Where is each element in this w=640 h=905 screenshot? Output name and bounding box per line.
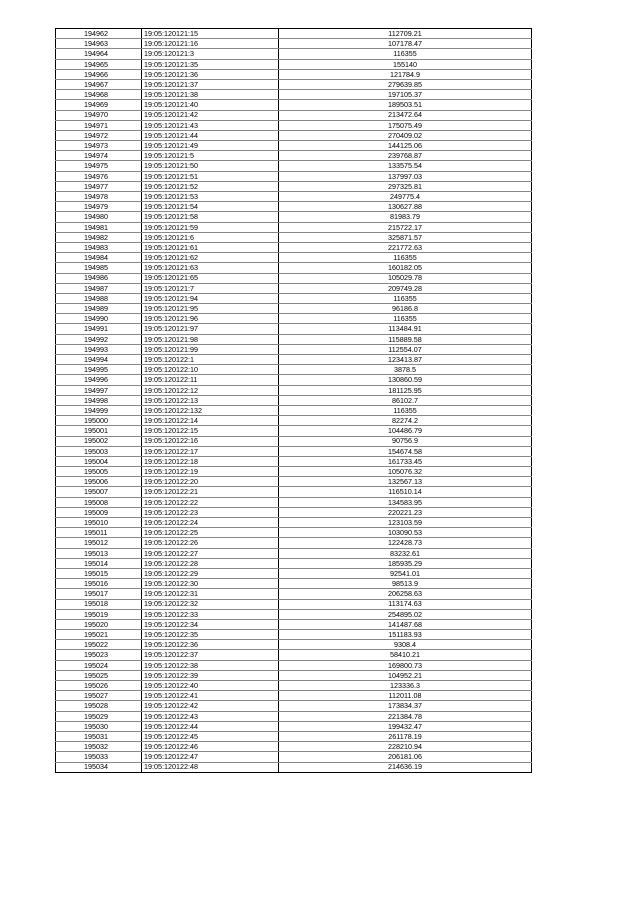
timestamp-cell: 19:05:120121:36	[142, 69, 279, 79]
row-id-cell: 195006	[56, 477, 142, 487]
table-row	[56, 731, 532, 741]
value-cell: 113484.91	[279, 324, 532, 334]
table-row	[56, 701, 532, 711]
table-row	[56, 599, 532, 609]
row-id-cell: 194997	[56, 385, 142, 395]
value-cell: 116355	[279, 49, 532, 59]
timestamp-cell: 19:05:120121:62	[142, 253, 279, 263]
row-id-cell: 195008	[56, 497, 142, 507]
value-cell: 155140	[279, 59, 532, 69]
table-row	[56, 314, 532, 324]
timestamp-cell: 19:05:120121:96	[142, 314, 279, 324]
table-row	[56, 395, 532, 405]
value-cell: 297325.81	[279, 181, 532, 191]
timestamp-cell: 19:05:120121:6	[142, 232, 279, 242]
timestamp-cell: 19:05:120122:45	[142, 731, 279, 741]
value-cell: 133575.54	[279, 161, 532, 171]
timestamp-cell: 19:05:120121:51	[142, 171, 279, 181]
value-cell: 112554.07	[279, 344, 532, 354]
table-row	[56, 90, 532, 100]
table-row	[56, 640, 532, 650]
table-row	[56, 334, 532, 344]
row-id-cell: 194987	[56, 283, 142, 293]
timestamp-cell: 19:05:120121:99	[142, 344, 279, 354]
row-id-cell: 195007	[56, 487, 142, 497]
timestamp-cell: 19:05:120121:38	[142, 90, 279, 100]
table-row	[56, 273, 532, 283]
table-row	[56, 79, 532, 89]
table-row	[56, 375, 532, 385]
table-row	[56, 69, 532, 79]
table-row	[56, 110, 532, 120]
value-cell: 130860.59	[279, 375, 532, 385]
value-cell: 81983.79	[279, 212, 532, 222]
table-row	[56, 324, 532, 334]
row-id-cell: 195025	[56, 670, 142, 680]
row-id-cell: 194992	[56, 334, 142, 344]
value-cell: 130627.88	[279, 202, 532, 212]
timestamp-cell: 19:05:120122:19	[142, 467, 279, 477]
row-id-cell: 194980	[56, 212, 142, 222]
value-cell: 107178.47	[279, 39, 532, 49]
timestamp-cell: 19:05:120121:15	[142, 29, 279, 39]
table-row	[56, 212, 532, 222]
timestamp-cell: 19:05:120121:65	[142, 273, 279, 283]
timestamp-cell: 19:05:120121:49	[142, 141, 279, 151]
table-row	[56, 497, 532, 507]
value-cell: 214636.19	[279, 762, 532, 772]
timestamp-cell: 19:05:120122:29	[142, 568, 279, 578]
timestamp-cell: 19:05:120121:40	[142, 100, 279, 110]
table-row	[56, 589, 532, 599]
table-row	[56, 487, 532, 497]
timestamp-cell: 19:05:120122:28	[142, 558, 279, 568]
row-id-cell: 194989	[56, 304, 142, 314]
row-id-cell: 194986	[56, 273, 142, 283]
timestamp-cell: 19:05:120121:95	[142, 304, 279, 314]
row-id-cell: 194994	[56, 355, 142, 365]
value-cell: 113174.63	[279, 599, 532, 609]
row-id-cell: 195024	[56, 660, 142, 670]
row-id-cell: 194967	[56, 79, 142, 89]
timestamp-cell: 19:05:120122:18	[142, 456, 279, 466]
timestamp-cell: 19:05:120122:20	[142, 477, 279, 487]
table-row	[56, 222, 532, 232]
timestamp-cell: 19:05:120122:22	[142, 497, 279, 507]
value-cell: 189503.51	[279, 100, 532, 110]
timestamp-cell: 19:05:120121:44	[142, 130, 279, 140]
timestamp-cell: 19:05:120122:40	[142, 681, 279, 691]
row-id-cell: 194976	[56, 171, 142, 181]
timestamp-cell: 19:05:120121:43	[142, 120, 279, 130]
value-cell: 197105.37	[279, 90, 532, 100]
row-id-cell: 195030	[56, 721, 142, 731]
timestamp-cell: 19:05:120122:24	[142, 518, 279, 528]
table-row	[56, 650, 532, 660]
table-row	[56, 568, 532, 578]
table-row	[56, 752, 532, 762]
table-row	[56, 263, 532, 273]
value-cell: 105076.32	[279, 467, 532, 477]
row-id-cell: 194970	[56, 110, 142, 120]
row-id-cell: 194995	[56, 365, 142, 375]
table-row	[56, 283, 532, 293]
timestamp-cell: 19:05:120121:52	[142, 181, 279, 191]
table-row	[56, 538, 532, 548]
value-cell: 213472.64	[279, 110, 532, 120]
value-cell: 104486.79	[279, 426, 532, 436]
timestamp-cell: 19:05:120122:10	[142, 365, 279, 375]
row-id-cell: 194978	[56, 192, 142, 202]
table-row	[56, 192, 532, 202]
row-id-cell: 194991	[56, 324, 142, 334]
row-id-cell: 194975	[56, 161, 142, 171]
timestamp-cell: 19:05:120122:33	[142, 609, 279, 619]
row-id-cell: 195013	[56, 548, 142, 558]
value-cell: 112709.21	[279, 29, 532, 39]
value-cell: 254895.02	[279, 609, 532, 619]
value-cell: 96186.8	[279, 304, 532, 314]
value-cell: 122428.73	[279, 538, 532, 548]
timestamp-cell: 19:05:120121:59	[142, 222, 279, 232]
table-row	[56, 171, 532, 181]
row-id-cell: 194990	[56, 314, 142, 324]
row-id-cell: 195009	[56, 507, 142, 517]
value-cell: 239768.87	[279, 151, 532, 161]
timestamp-cell: 19:05:120122:17	[142, 446, 279, 456]
value-cell: 9308.4	[279, 640, 532, 650]
timestamp-cell: 19:05:120121:58	[142, 212, 279, 222]
row-id-cell: 195018	[56, 599, 142, 609]
timestamp-cell: 19:05:120122:42	[142, 701, 279, 711]
row-id-cell: 195014	[56, 558, 142, 568]
value-cell: 249775.4	[279, 192, 532, 202]
table-row	[56, 365, 532, 375]
table-row	[56, 304, 532, 314]
table-row	[56, 141, 532, 151]
row-id-cell: 194985	[56, 263, 142, 273]
timestamp-cell: 19:05:120121:3	[142, 49, 279, 59]
value-cell: 144125.06	[279, 141, 532, 151]
timestamp-cell: 19:05:120121:35	[142, 59, 279, 69]
table-row	[56, 681, 532, 691]
timestamp-cell: 19:05:120121:16	[142, 39, 279, 49]
timestamp-cell: 19:05:120122:25	[142, 528, 279, 538]
row-id-cell: 195005	[56, 467, 142, 477]
timestamp-cell: 19:05:120122:37	[142, 650, 279, 660]
value-cell: 220221.23	[279, 507, 532, 517]
table-row	[56, 456, 532, 466]
value-cell: 325871.57	[279, 232, 532, 242]
row-id-cell: 194971	[56, 120, 142, 130]
table-row	[56, 29, 532, 39]
table-row	[56, 630, 532, 640]
timestamp-cell: 19:05:120121:94	[142, 293, 279, 303]
table-row	[56, 477, 532, 487]
timestamp-cell: 19:05:120121:7	[142, 283, 279, 293]
table-row	[56, 660, 532, 670]
timestamp-cell: 19:05:120121:63	[142, 263, 279, 273]
value-cell: 112011.08	[279, 691, 532, 701]
value-cell: 123413.87	[279, 355, 532, 365]
table-row	[56, 100, 532, 110]
value-cell: 161733.45	[279, 456, 532, 466]
value-cell: 58410.21	[279, 650, 532, 660]
timestamp-cell: 19:05:120121:37	[142, 79, 279, 89]
table-row	[56, 467, 532, 477]
value-cell: 90756.9	[279, 436, 532, 446]
value-cell: 261178.19	[279, 731, 532, 741]
timestamp-cell: 19:05:120121:5	[142, 151, 279, 161]
table-row	[56, 181, 532, 191]
timestamp-cell: 19:05:120122:16	[142, 436, 279, 446]
value-cell: 151183.93	[279, 630, 532, 640]
table-row	[56, 579, 532, 589]
table-row	[56, 548, 532, 558]
row-id-cell: 194981	[56, 222, 142, 232]
table-row	[56, 609, 532, 619]
row-id-cell: 194977	[56, 181, 142, 191]
row-id-cell: 195021	[56, 630, 142, 640]
timestamp-cell: 19:05:120122:32	[142, 599, 279, 609]
row-id-cell: 194966	[56, 69, 142, 79]
timestamp-cell: 19:05:120122:31	[142, 589, 279, 599]
timestamp-cell: 19:05:120122:35	[142, 630, 279, 640]
timestamp-cell: 19:05:120122:1	[142, 355, 279, 365]
table-row	[56, 232, 532, 242]
timestamp-cell: 19:05:120122:36	[142, 640, 279, 650]
row-id-cell: 195028	[56, 701, 142, 711]
timestamp-cell: 19:05:120121:61	[142, 242, 279, 252]
value-cell: 279639.85	[279, 79, 532, 89]
table-row	[56, 426, 532, 436]
table-row	[56, 711, 532, 721]
row-id-cell: 195015	[56, 568, 142, 578]
value-cell: 206258.63	[279, 589, 532, 599]
table-row	[56, 691, 532, 701]
value-cell: 199432.47	[279, 721, 532, 731]
value-cell: 270409.02	[279, 130, 532, 140]
row-id-cell: 195000	[56, 416, 142, 426]
timestamp-cell: 19:05:120122:14	[142, 416, 279, 426]
value-cell: 123103.59	[279, 518, 532, 528]
table-body	[56, 29, 532, 773]
value-cell: 175075.49	[279, 120, 532, 130]
row-id-cell: 195019	[56, 609, 142, 619]
row-id-cell: 195001	[56, 426, 142, 436]
row-id-cell: 195016	[56, 579, 142, 589]
value-cell: 228210.94	[279, 742, 532, 752]
timestamp-cell: 19:05:120122:13	[142, 395, 279, 405]
value-cell: 154674.58	[279, 446, 532, 456]
value-cell: 134583.95	[279, 497, 532, 507]
row-id-cell: 194962	[56, 29, 142, 39]
value-cell: 123336.3	[279, 681, 532, 691]
table-row	[56, 49, 532, 59]
timestamp-cell: 19:05:120121:53	[142, 192, 279, 202]
timestamp-cell: 19:05:120121:50	[142, 161, 279, 171]
value-cell: 116355	[279, 405, 532, 415]
table-row	[56, 446, 532, 456]
timestamp-cell: 19:05:120122:132	[142, 405, 279, 415]
row-id-cell: 194984	[56, 253, 142, 263]
row-id-cell: 194982	[56, 232, 142, 242]
table-row	[56, 253, 532, 263]
timestamp-cell: 19:05:120122:27	[142, 548, 279, 558]
value-cell: 116355	[279, 314, 532, 324]
table-row	[56, 151, 532, 161]
value-cell: 104952.21	[279, 670, 532, 680]
table-row	[56, 355, 532, 365]
table-row	[56, 405, 532, 415]
table-row	[56, 436, 532, 446]
row-id-cell: 195033	[56, 752, 142, 762]
timestamp-cell: 19:05:120121:54	[142, 202, 279, 212]
row-id-cell: 194964	[56, 49, 142, 59]
value-cell: 121784.9	[279, 69, 532, 79]
timestamp-cell: 19:05:120122:30	[142, 579, 279, 589]
table-row	[56, 293, 532, 303]
table-row	[56, 59, 532, 69]
value-cell: 206181.06	[279, 752, 532, 762]
table-row	[56, 416, 532, 426]
value-cell: 185935.29	[279, 558, 532, 568]
row-id-cell: 195020	[56, 619, 142, 629]
timestamp-cell: 19:05:120122:39	[142, 670, 279, 680]
value-cell: 98513.9	[279, 579, 532, 589]
row-id-cell: 195003	[56, 446, 142, 456]
table-row	[56, 161, 532, 171]
row-id-cell: 195034	[56, 762, 142, 772]
value-cell: 209749.28	[279, 283, 532, 293]
timestamp-cell: 19:05:120122:34	[142, 619, 279, 629]
value-cell: 103090.53	[279, 528, 532, 538]
value-cell: 116510.14	[279, 487, 532, 497]
row-id-cell: 194988	[56, 293, 142, 303]
table-row	[56, 721, 532, 731]
row-id-cell: 195032	[56, 742, 142, 752]
timestamp-cell: 19:05:120122:15	[142, 426, 279, 436]
timestamp-cell: 19:05:120122:11	[142, 375, 279, 385]
row-id-cell: 194969	[56, 100, 142, 110]
row-id-cell: 195026	[56, 681, 142, 691]
row-id-cell: 194983	[56, 242, 142, 252]
table-row	[56, 528, 532, 538]
row-id-cell: 194996	[56, 375, 142, 385]
row-id-cell: 195029	[56, 711, 142, 721]
table-row	[56, 558, 532, 568]
timestamp-cell: 19:05:120121:98	[142, 334, 279, 344]
table-row	[56, 762, 532, 772]
timestamp-cell: 19:05:120122:43	[142, 711, 279, 721]
timestamp-cell: 19:05:120122:21	[142, 487, 279, 497]
row-id-cell: 195017	[56, 589, 142, 599]
row-id-cell: 195004	[56, 456, 142, 466]
timestamp-cell: 19:05:120122:47	[142, 752, 279, 762]
value-cell: 116355	[279, 253, 532, 263]
table-row	[56, 507, 532, 517]
value-cell: 141487.68	[279, 619, 532, 629]
table-row	[56, 670, 532, 680]
table-row	[56, 202, 532, 212]
row-id-cell: 194974	[56, 151, 142, 161]
value-cell: 137997.03	[279, 171, 532, 181]
timestamp-cell: 19:05:120122:23	[142, 507, 279, 517]
table-row	[56, 344, 532, 354]
row-id-cell: 194965	[56, 59, 142, 69]
table-row	[56, 619, 532, 629]
row-id-cell: 194999	[56, 405, 142, 415]
value-cell: 82274.2	[279, 416, 532, 426]
value-cell: 169800.73	[279, 660, 532, 670]
timestamp-cell: 19:05:120122:41	[142, 691, 279, 701]
row-id-cell: 195023	[56, 650, 142, 660]
timestamp-cell: 19:05:120122:12	[142, 385, 279, 395]
row-id-cell: 194998	[56, 395, 142, 405]
row-id-cell: 195011	[56, 528, 142, 538]
row-id-cell: 194973	[56, 141, 142, 151]
value-cell: 115889.58	[279, 334, 532, 344]
timestamp-cell: 19:05:120122:46	[142, 742, 279, 752]
row-id-cell: 194963	[56, 39, 142, 49]
timestamp-cell: 19:05:120121:97	[142, 324, 279, 334]
row-id-cell: 195012	[56, 538, 142, 548]
value-cell: 221772.63	[279, 242, 532, 252]
value-cell: 181125.95	[279, 385, 532, 395]
timestamp-cell: 19:05:120121:42	[142, 110, 279, 120]
row-id-cell: 194968	[56, 90, 142, 100]
timestamp-cell: 19:05:120122:44	[142, 721, 279, 731]
table-row	[56, 385, 532, 395]
value-cell: 3878.5	[279, 365, 532, 375]
table-row	[56, 242, 532, 252]
value-cell: 132567.13	[279, 477, 532, 487]
timestamp-cell: 19:05:120122:38	[142, 660, 279, 670]
row-id-cell: 194979	[56, 202, 142, 212]
value-cell: 173834.37	[279, 701, 532, 711]
row-id-cell: 195010	[56, 518, 142, 528]
data-table	[55, 28, 532, 773]
timestamp-cell: 19:05:120122:26	[142, 538, 279, 548]
table-row	[56, 39, 532, 49]
row-id-cell: 195022	[56, 640, 142, 650]
value-cell: 116355	[279, 293, 532, 303]
value-cell: 86102.7	[279, 395, 532, 405]
row-id-cell: 194972	[56, 130, 142, 140]
value-cell: 160182.05	[279, 263, 532, 273]
row-id-cell: 195002	[56, 436, 142, 446]
table-row	[56, 120, 532, 130]
value-cell: 221384.78	[279, 711, 532, 721]
value-cell: 215722.17	[279, 222, 532, 232]
timestamp-cell: 19:05:120122:48	[142, 762, 279, 772]
row-id-cell: 195031	[56, 731, 142, 741]
value-cell: 92541.01	[279, 568, 532, 578]
table-row	[56, 742, 532, 752]
table-row	[56, 518, 532, 528]
value-cell: 83232.61	[279, 548, 532, 558]
table-row	[56, 130, 532, 140]
value-cell: 105029.78	[279, 273, 532, 283]
row-id-cell: 195027	[56, 691, 142, 701]
row-id-cell: 194993	[56, 344, 142, 354]
